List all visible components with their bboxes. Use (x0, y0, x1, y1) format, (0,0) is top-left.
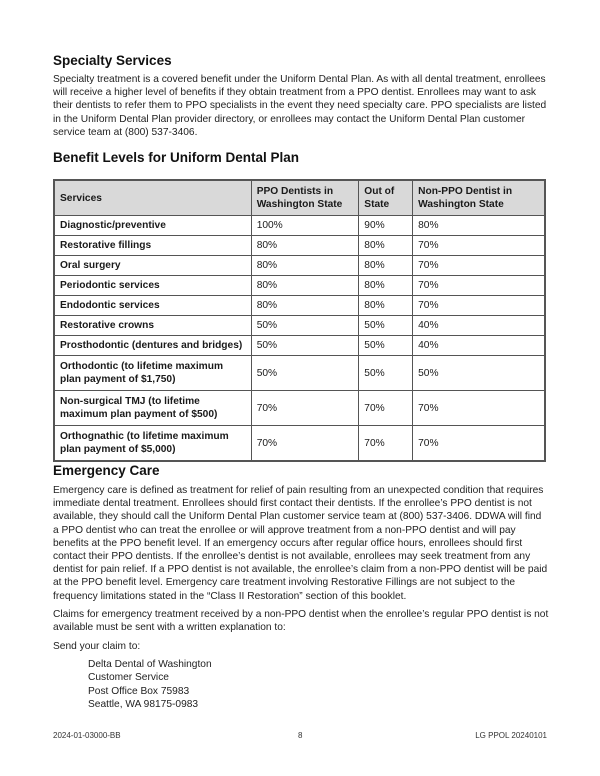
table-row (54, 276, 545, 296)
service-name-cell: Oral surgery (54, 256, 251, 276)
coverage-percent-cell: 70% (359, 426, 413, 462)
service-name-cell: Non-surgical TMJ (to lifetime maximum plan payment of $500) (54, 391, 251, 426)
claim-address (88, 658, 212, 711)
coverage-percent-cell: 100% (251, 216, 359, 236)
specialty-services-paragraph: Specialty treatment is a covered benefit under the Uniform Dental Plan. As with all dental treatment, enrollees will receive a higher level of benefits if they obtain treatment from a PPO dentist. Enrollees may want to ask their dentists to refer them to PPO specialists in the event they need specialty care. PPO specialists are listed in the Uniform Dental Plan provider directory, or enrollees may contact the Uniform Dental Plan customer service team at (800) 537-3406. (53, 74, 547, 138)
coverage-percent-cell: 80% (359, 236, 413, 256)
column-header-out-of-state: Out of State (359, 180, 413, 216)
coverage-percent-cell: 50% (251, 316, 359, 336)
coverage-percent-cell: 80% (359, 256, 413, 276)
table-row (54, 296, 545, 316)
service-name-cell: Restorative fillings (54, 236, 251, 256)
column-header-services: Services (54, 180, 251, 216)
coverage-percent-cell: 80% (413, 216, 545, 236)
service-name-cell: Endodontic services (54, 296, 251, 316)
coverage-percent-cell: 50% (359, 356, 413, 391)
column-header-non-ppo-wa: Non-PPO Dentist in Washington State (413, 180, 545, 216)
coverage-percent-cell: 50% (413, 356, 545, 391)
table-row (54, 236, 545, 256)
coverage-percent-cell: 40% (413, 336, 545, 356)
address-line: Delta Dental of Washington (88, 659, 212, 670)
coverage-percent-cell: 50% (251, 336, 359, 356)
coverage-percent-cell: 50% (359, 316, 413, 336)
table-row (54, 256, 545, 276)
coverage-percent-cell: 70% (413, 276, 545, 296)
table-row (54, 356, 545, 391)
coverage-percent-cell: 50% (251, 356, 359, 391)
service-name-cell: Restorative crowns (54, 316, 251, 336)
coverage-percent-cell: 80% (251, 256, 359, 276)
table-row (54, 336, 545, 356)
column-header-ppo-wa: PPO Dentists in Washington State (251, 180, 359, 216)
table-row (54, 316, 545, 336)
emergency-care-paragraph: Emergency care is defined as treatment for relief of pain resulting from an unexpected condition that requires immediate dental treatment. Enrollees should first contact their dentists. If the enrollee’s PPO dentist is not available, they should call the Uniform Dental Plan customer service team at (800) 537-3406. DDWA will find a PPO dentist who can treat the enrollee or will approve treatment from a non-PPO dentist and will pay benefits at the PPO benefit level. If an emergency occurs after regular office hours, enrollees should first contact their PPO dentists. If the enrollee’s dentist is not available, enrollees may seek treatment from any dentist for pain relief. If a PPO dentist is not available, the enrollee’s claim from a non-PPO dentist will be paid at the PPO benefit level. Emergency care treatment involving Restorative Fillings are not subject to the frequency limitations stated in the “Class II Restoration” section of this booklet. (53, 485, 548, 602)
send-claim-label: Send your claim to: (53, 641, 141, 652)
table-header-row (54, 180, 545, 216)
coverage-percent-cell: 70% (413, 391, 545, 426)
coverage-percent-cell: 90% (359, 216, 413, 236)
address-line: Customer Service (88, 672, 169, 684)
footer-plan-code: LG PPOL 20240101 (475, 731, 547, 740)
service-name-cell: Prosthodontic (dentures and bridges) (54, 336, 251, 356)
benefit-levels-table (53, 179, 546, 462)
emergency-care-heading: Emergency Care (53, 463, 160, 478)
coverage-percent-cell: 80% (359, 276, 413, 296)
coverage-percent-cell: 80% (359, 296, 413, 316)
coverage-percent-cell: 80% (251, 296, 359, 316)
claims-paragraph: Claims for emergency treatment received by a non-PPO dentist when the enrollee’s regular PPO dentist is not available must be sent with a written explanation to: (53, 609, 549, 634)
table-row (54, 216, 545, 236)
benefit-levels-heading: Benefit Levels for Uniform Dental Plan (53, 150, 300, 165)
coverage-percent-cell: 70% (413, 426, 545, 462)
coverage-percent-cell: 70% (413, 296, 545, 316)
coverage-percent-cell: 50% (359, 336, 413, 356)
service-name-cell: Orthodontic (to lifetime maximum plan payment of $1,750) (54, 356, 251, 391)
address-line: Post Office Box 75983 (88, 685, 190, 697)
coverage-percent-cell: 70% (251, 426, 359, 462)
service-name-cell: Orthognathic (to lifetime maximum plan payment of $5,000) (54, 426, 251, 462)
coverage-percent-cell: 70% (413, 236, 545, 256)
service-name-cell: Periodontic services (54, 276, 251, 296)
coverage-percent-cell: 70% (413, 256, 545, 276)
table-row (54, 391, 545, 426)
table-row (54, 426, 545, 462)
coverage-percent-cell: 70% (251, 391, 359, 426)
specialty-services-heading: Specialty Services (53, 53, 172, 68)
coverage-percent-cell: 70% (359, 391, 413, 426)
coverage-percent-cell: 80% (251, 236, 359, 256)
footer-page-number: 8 (298, 731, 303, 740)
coverage-percent-cell: 80% (251, 276, 359, 296)
address-line: Seattle, WA 98175-0983 (88, 698, 199, 710)
footer-document-code: 2024-01-03000-BB (53, 731, 121, 740)
coverage-percent-cell: 40% (413, 316, 545, 336)
service-name-cell: Diagnostic/preventive (54, 216, 251, 236)
